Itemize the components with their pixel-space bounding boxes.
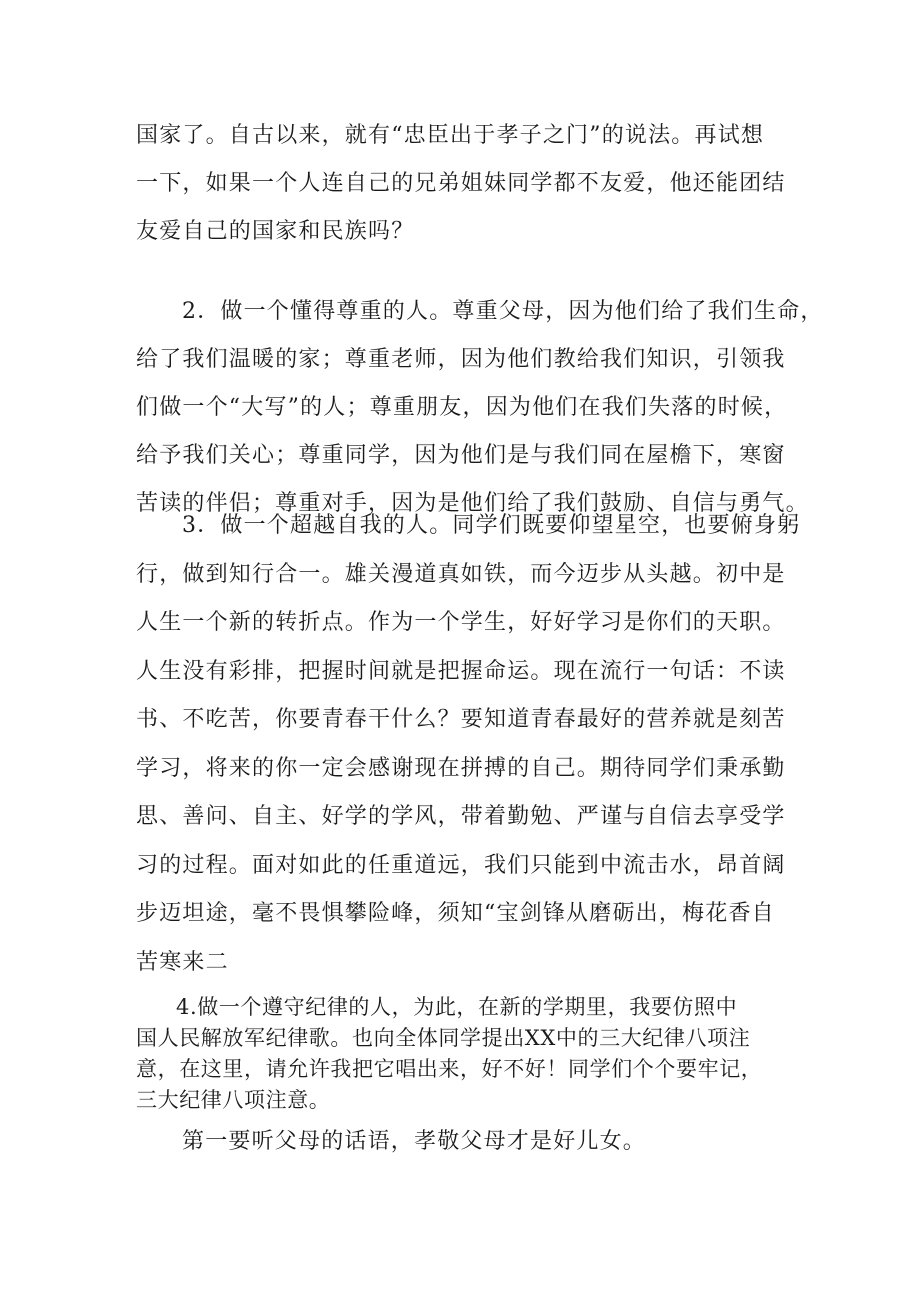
text-line: 人生一个新的转折点。作为一个学生，好好学习是你们的天职。 [136,610,786,635]
text-line: 人生没有彩排，把握时间就是把握命运。现在流行一句话：不读 [136,658,786,684]
text-line: 一下，如果一个人连自己的兄弟姐妹同学都不友爱，他还能团结 [136,171,786,196]
text-line: 给了我们温暖的家；尊重老师，因为他们教给我们知识，引领我 [136,347,786,372]
text-line: 们做一个“大写”的人；尊重朋友，因为他们在我们失落的时候， [136,395,788,420]
text-line: 步迈坦途，毫不畏惧攀险峰，须知“宝剑锋从磨砺出，梅花香自 [136,901,775,926]
text-line: 国人民解放军纪律歌。也向全体同学提出XX中的三大纪律八项注 [136,1026,751,1050]
text-line: 第一要听父母的话语，孝敬父母才是好儿女。 [182,1129,647,1154]
paragraph-discipline [136,992,796,1116]
text-line: 苦读的伴侣；尊重对手，因为是他们给了我们鼓励、自信与勇气。 [136,491,809,516]
text-line: 4.做一个遵守纪律的人，为此，在新的学期里，我要仿照中 [176,995,738,1019]
text-line: 行，做到知行合一。雄关漫道真如铁，而今迈步从头越。初中是 [136,561,786,587]
paragraph-loyalty-filial [136,112,796,256]
text-line: 2．做一个懂得尊重的人。尊重父母，因为他们给了我们生命， [182,299,824,324]
text-line: 国家了。自古以来，就有“忠臣出于孝子之门”的说法。再试想 [136,123,765,148]
paragraph-rule-one [136,1124,796,1160]
text-line: 3．做一个超越自我的人。同学们既要仰望星空，也要俯身躬 [182,513,801,538]
text-line: 给予我们关心；尊重同学，因为他们是与我们同在屋檐下，寒窗 [136,443,786,468]
text-line: 意，在这里，请允许我把它唱出来，好不好！同学们个个要牢记， [136,1057,763,1081]
text-line: 书、不吃苦，你要青春干什么？要知道青春最好的营养就是刻苦 [136,707,786,732]
text-line: 学习，将来的你一定会感谢现在拼搏的自己。期待同学们秉承勤 [136,755,786,781]
text-line: 思、善问、自主、好学的学风，带着勤勉、严谨与自信去享受学 [136,804,786,829]
text-line: 习的过程。面对如此的任重道远，我们只能到中流击水，昂首阔 [136,852,786,878]
text-line: 苦寒来二 [136,949,229,975]
text-line: 友爱自己的国家和民族吗？ [136,219,415,244]
paragraph-self-transcendence [136,502,801,987]
paragraph-respect [136,288,824,528]
text-line: 三大纪律八项注意。 [136,1088,331,1112]
